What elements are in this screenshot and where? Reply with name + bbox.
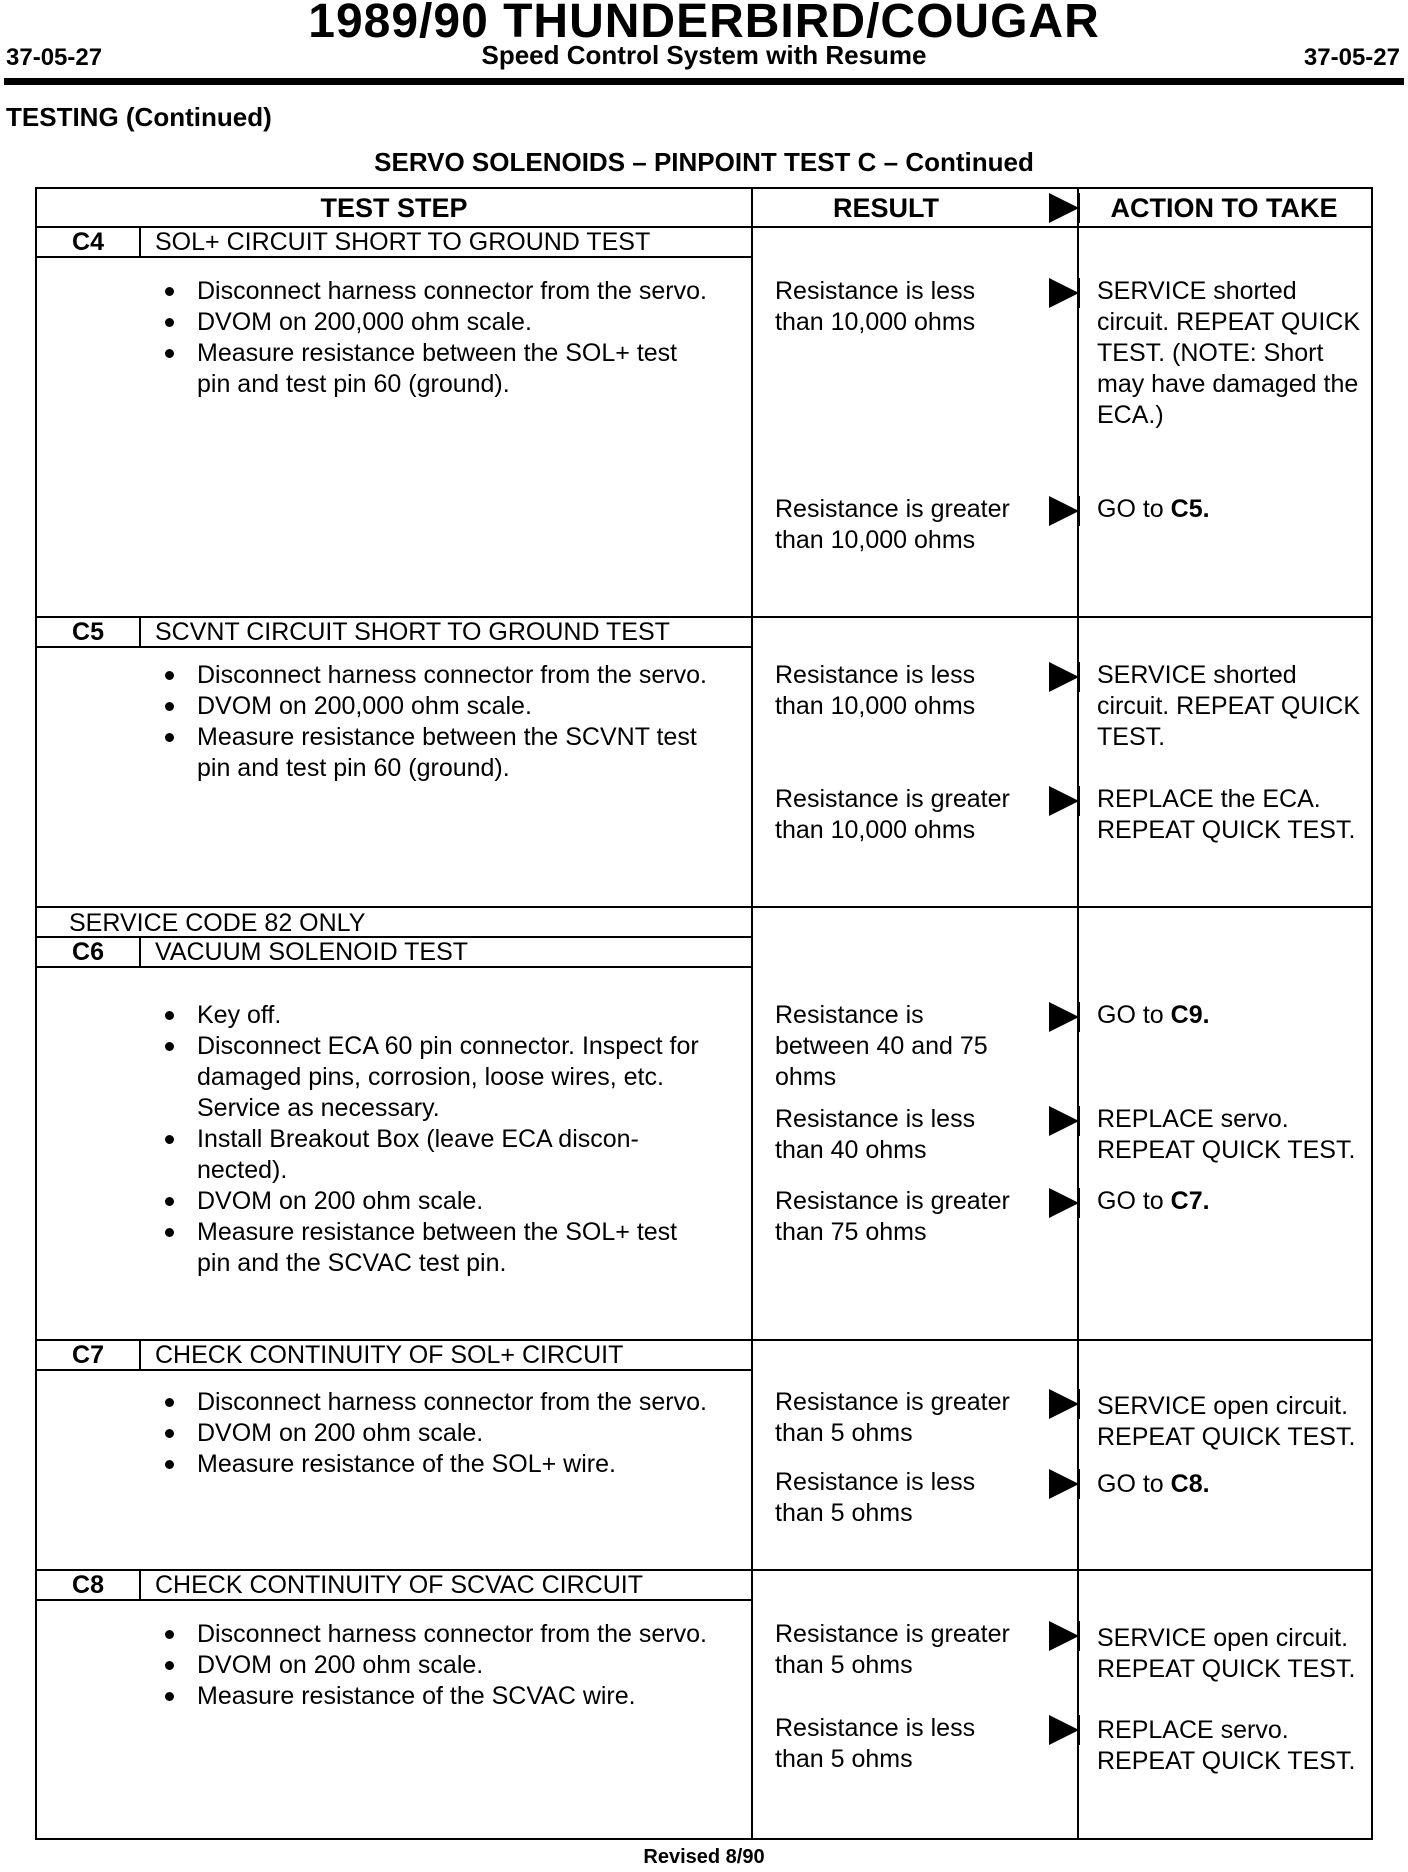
list-item: Disconnect harness connector from the servo. — [155, 660, 715, 691]
action-text: SERVICE shorted circuit. REPEAT QUICK TEST. — [1097, 661, 1361, 751]
bullet-icon — [165, 733, 174, 742]
bullet-icon — [165, 1042, 174, 1051]
step-header — [37, 1339, 751, 1371]
column-header-action: ACTION TO TAKE — [1110, 192, 1338, 223]
bullet-icon — [165, 671, 174, 680]
step-instructions — [155, 1000, 715, 1279]
result-text: Resistance is greater than 5 ohms — [775, 1388, 1010, 1447]
list-item: Disconnect harness connector from the servo. — [155, 1619, 715, 1650]
bullet-icon — [165, 1011, 174, 1020]
result-text: Resistance is less than 5 ohms — [775, 1468, 976, 1527]
action-text: GO to C7. — [1097, 1187, 1210, 1215]
step-title: SOL+ CIRCUIT SHORT TO GROUND TEST — [155, 228, 651, 256]
list-item: DVOM on 200 ohm scale. — [155, 1650, 715, 1681]
step-title: CHECK CONTINUITY OF SOL+ CIRCUIT — [155, 1341, 624, 1369]
action-text: REPLACE servo. REPEAT QUICK TEST. — [1097, 1105, 1356, 1164]
action-text: GO to C9. — [1097, 1001, 1210, 1029]
step-instructions — [155, 1619, 715, 1712]
arrow-icon — [1049, 1188, 1079, 1218]
bullet-icon — [165, 702, 174, 711]
arrow-icon — [1049, 1621, 1079, 1651]
list-item: DVOM on 200,000 ohm scale. — [155, 691, 715, 722]
section-heading: TESTING (Continued) — [6, 102, 272, 132]
result-text: Resistance is less than 10,000 ohms — [775, 277, 976, 336]
step-instructions — [155, 660, 715, 784]
arrow-icon — [1049, 1715, 1079, 1745]
arrow-icon — [1049, 786, 1079, 816]
list-item: Key off. — [155, 1000, 715, 1031]
column-header-test-step: TEST STEP — [320, 192, 468, 223]
column-header-result: RESULT — [833, 192, 939, 223]
action-text: REPLACE servo. REPEAT QUICK TEST. — [1097, 1716, 1356, 1775]
list-item: DVOM on 200 ohm scale. — [155, 1418, 715, 1449]
service-code-label: SERVICE CODE 82 ONLY — [37, 906, 751, 938]
list-item: Measure resistance between the SOL+ test pin and the SCVAC test pin. — [155, 1217, 715, 1279]
list-item: Disconnect ECA 60 pin connector. Inspect for damaged pins, corrosion, loose wires, etc. Service as necessary. — [155, 1031, 715, 1124]
arrow-icon — [1049, 496, 1079, 526]
header-rule — [4, 78, 1404, 85]
action-text: SERVICE shorted circuit. REPEAT QUICK TEST. (NOTE: Short may have damaged the ECA.) — [1097, 277, 1361, 429]
action-text: GO to C8. — [1097, 1470, 1210, 1498]
action-text: GO to C5. — [1097, 495, 1210, 523]
bullet-icon — [165, 1460, 174, 1469]
list-item: Install Breakout Box (leave ECA discon-nected). — [155, 1124, 715, 1186]
bullet-icon — [165, 318, 174, 327]
step-id: C4 — [37, 228, 141, 256]
list-item: DVOM on 200,000 ohm scale. — [155, 307, 715, 338]
test-step-c5 — [37, 616, 1371, 906]
result-text: Resistance is less than 10,000 ohms — [775, 661, 976, 720]
list-item: DVOM on 200 ohm scale. — [155, 1186, 715, 1217]
result-text: Resistance is greater than 5 ohms — [775, 1620, 1010, 1679]
action-text: SERVICE open circuit. REPEAT QUICK TEST. — [1097, 1392, 1356, 1451]
bullet-icon — [165, 1429, 174, 1438]
bullet-icon — [165, 1135, 174, 1144]
list-item: Measure resistance between the SCVNT test pin and test pin 60 (ground). — [155, 722, 715, 784]
step-instructions — [155, 1387, 715, 1480]
test-step-c7 — [37, 1339, 1371, 1569]
revision-footer: Revised 8/90 — [643, 1846, 765, 1868]
test-step-c4 — [37, 226, 1371, 616]
bullet-icon — [165, 1630, 174, 1639]
step-id: C7 — [37, 1341, 141, 1369]
list-item: Disconnect harness connector from the servo. — [155, 276, 715, 307]
action-text: REPLACE the ECA. REPEAT QUICK TEST. — [1097, 785, 1356, 844]
step-header — [37, 616, 751, 648]
test-step-c8 — [37, 1569, 1371, 1840]
list-item: Disconnect harness connector from the servo. — [155, 1387, 715, 1418]
bullet-icon — [165, 349, 174, 358]
result-text: Resistance is greater than 10,000 ohms — [775, 495, 1010, 554]
page-title: 1989/90 THUNDERBIRD/COUGAR — [308, 0, 1100, 48]
result-text: Resistance is less than 5 ohms — [775, 1714, 976, 1773]
arrow-icon — [1049, 1469, 1079, 1499]
arrow-icon — [1049, 662, 1079, 692]
list-item: Measure resistance between the SOL+ test pin and test pin 60 (ground). — [155, 338, 715, 400]
bullet-icon — [165, 1398, 174, 1407]
bullet-icon — [165, 1661, 174, 1670]
arrow-icon — [1049, 1106, 1079, 1136]
list-item: Measure resistance of the SCVAC wire. — [155, 1681, 715, 1712]
step-title: SCVNT CIRCUIT SHORT TO GROUND TEST — [155, 618, 670, 646]
header-arrow-icon — [1049, 193, 1079, 223]
action-text: SERVICE open circuit. REPEAT QUICK TEST. — [1097, 1624, 1356, 1683]
bullet-icon — [165, 1228, 174, 1237]
test-step-c6 — [37, 906, 1371, 1339]
table-title: SERVO SOLENOIDS – PINPOINT TEST C – Continued — [374, 147, 1034, 177]
bullet-icon — [165, 1692, 174, 1701]
arrow-icon — [1049, 1002, 1079, 1032]
step-id: C8 — [37, 1571, 141, 1599]
arrow-icon — [1049, 278, 1079, 308]
result-text: Resistance is greater than 10,000 ohms — [775, 785, 1010, 844]
step-header — [37, 226, 751, 258]
step-instructions — [155, 276, 715, 400]
pinpoint-test-table — [35, 187, 1373, 1840]
step-header — [37, 936, 751, 968]
step-id: C5 — [37, 618, 141, 646]
result-text: Resistance is greater than 75 ohms — [775, 1187, 1010, 1246]
page-number-right: 37-05-27 — [1303, 44, 1400, 71]
step-id: C6 — [37, 938, 141, 966]
bullet-icon — [165, 287, 174, 296]
step-header — [37, 1569, 751, 1601]
bullet-icon — [165, 1197, 174, 1206]
result-text: Resistance is less than 40 ohms — [775, 1105, 976, 1164]
page-subtitle: Speed Control System with Resume — [481, 40, 927, 70]
page-number-left: 37-05-27 — [6, 44, 103, 71]
list-item: Measure resistance of the SOL+ wire. — [155, 1449, 715, 1480]
result-text: Resistance is between 40 and 75 ohms — [775, 1001, 988, 1091]
arrow-icon — [1049, 1389, 1079, 1419]
step-title: VACUUM SOLENOID TEST — [155, 938, 469, 966]
step-title: CHECK CONTINUITY OF SCVAC CIRCUIT — [155, 1571, 643, 1599]
